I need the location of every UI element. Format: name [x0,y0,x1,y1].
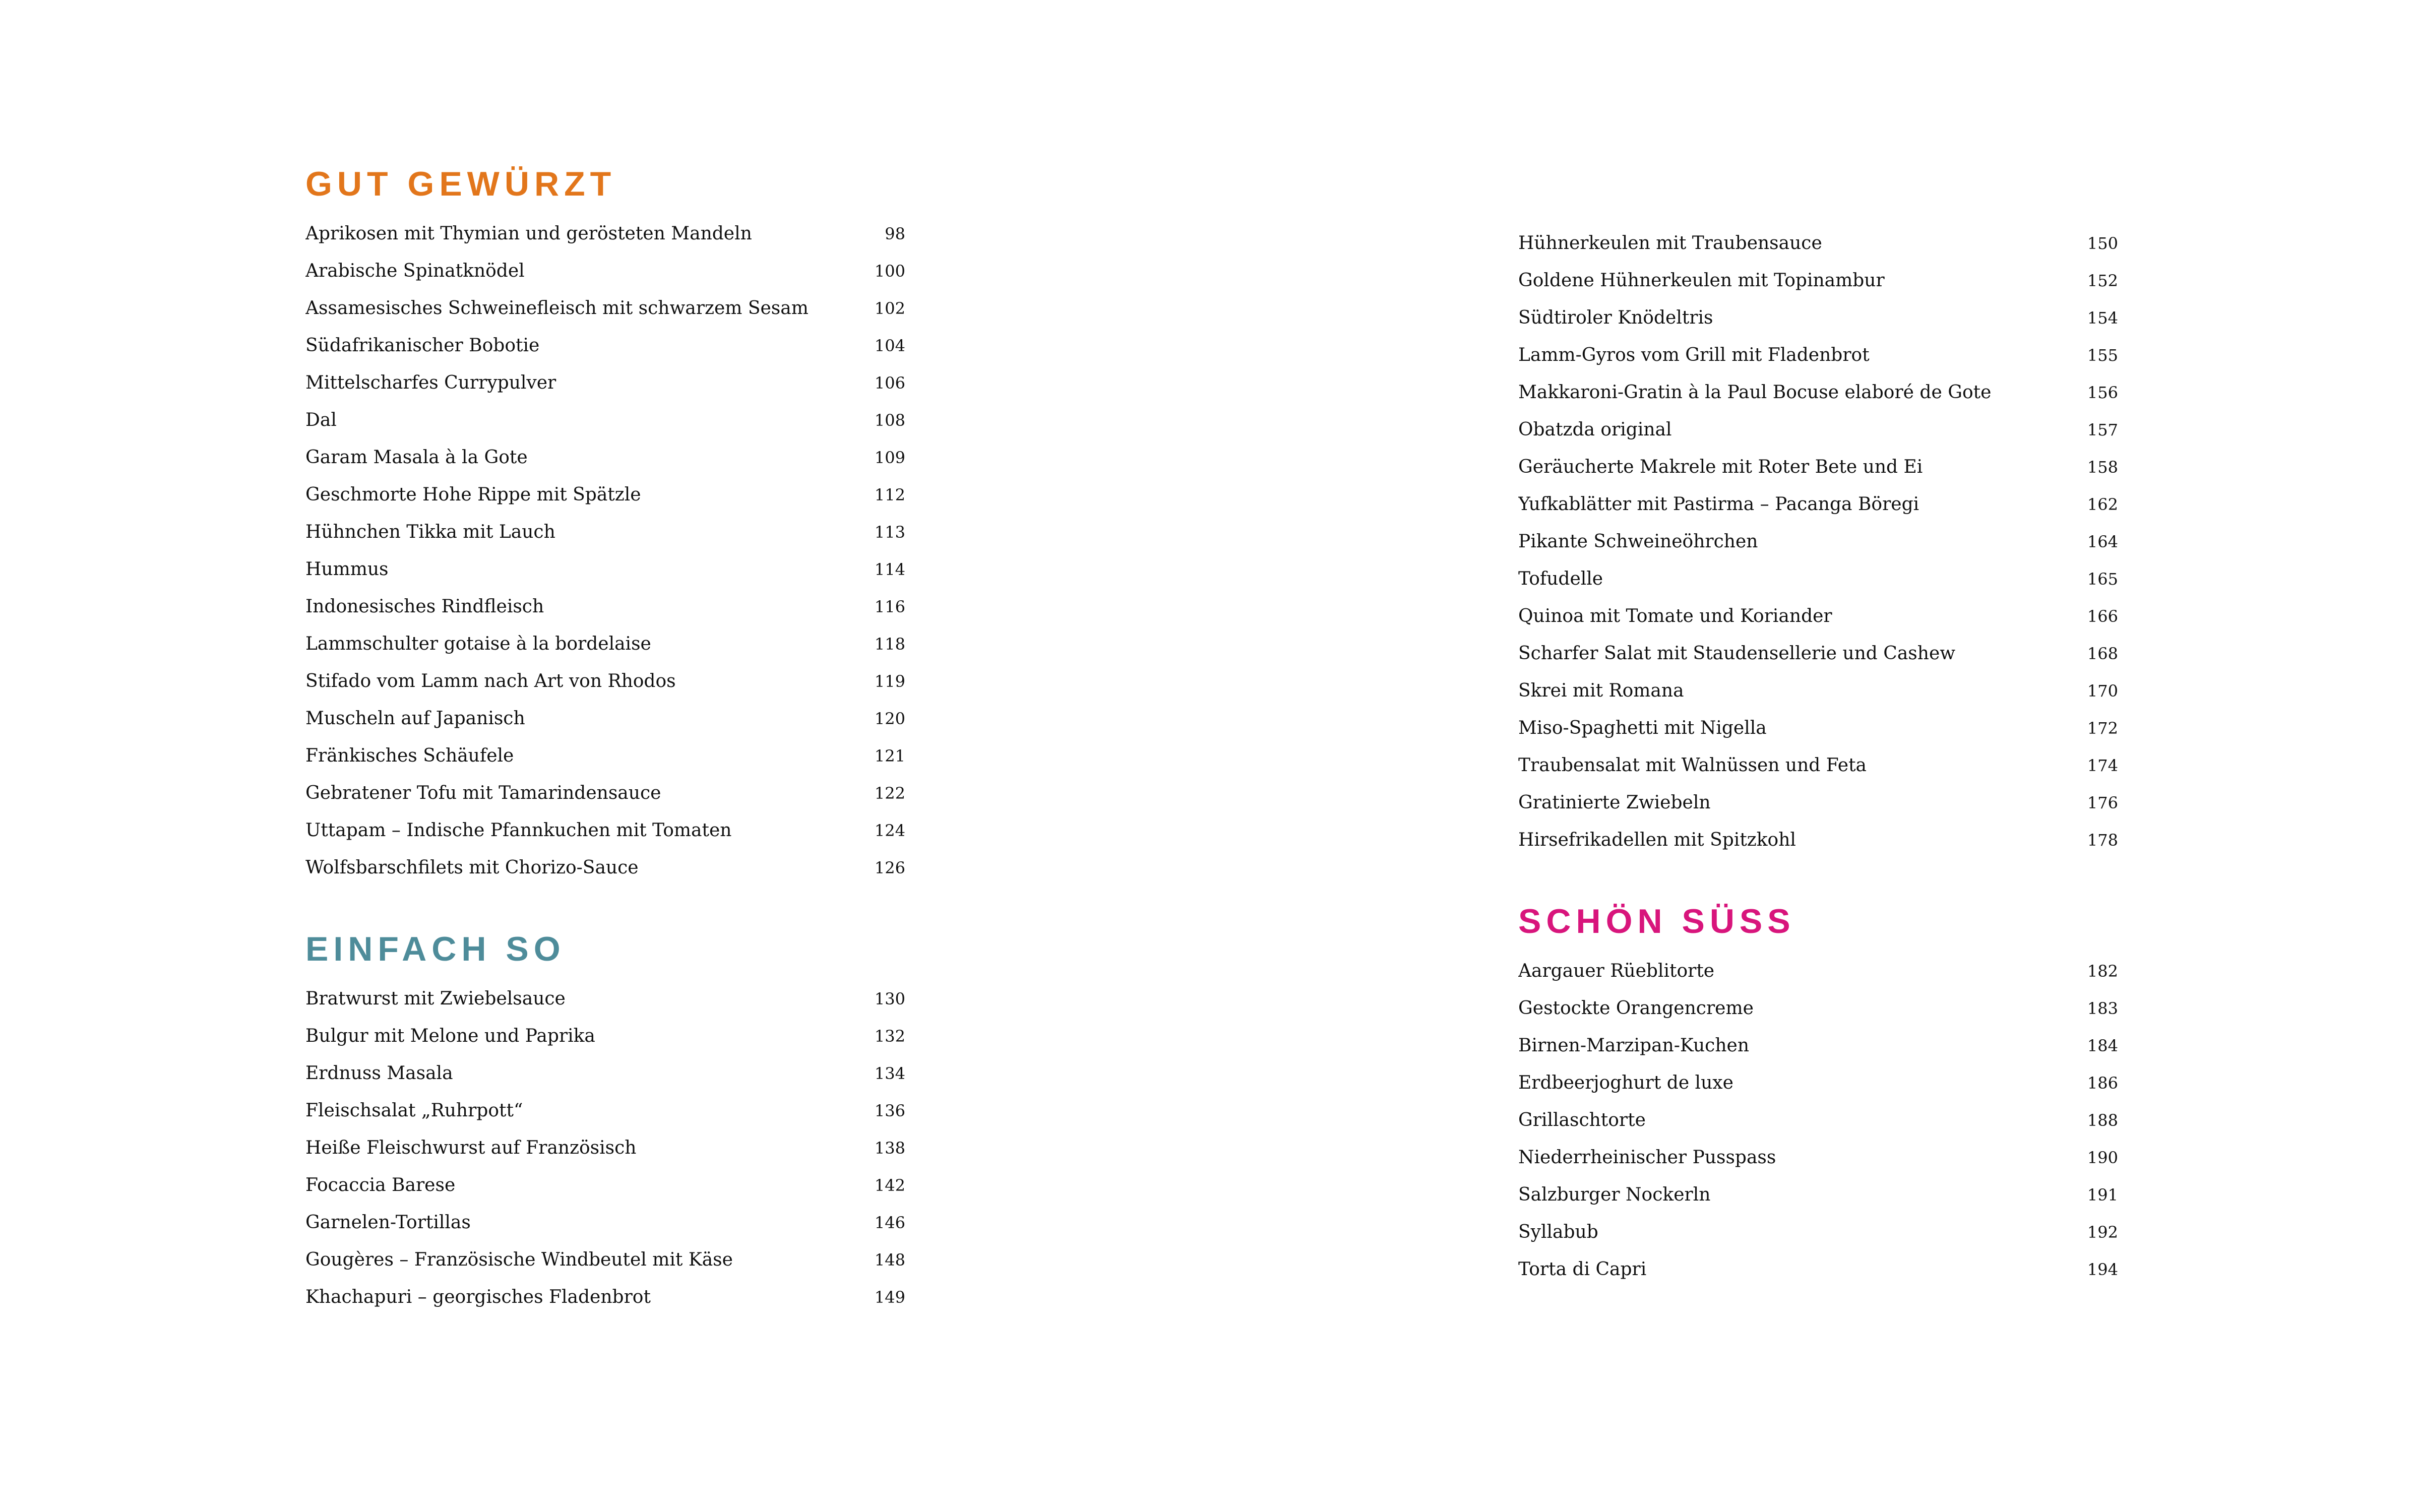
toc-entry-title: Arabische Spinatknödel [305,261,525,281]
toc-entry-title: Bulgur mit Melone und Paprika [305,1026,595,1046]
toc-entry [305,812,905,849]
toc-entry-title: Miso-Spaghetti mit Nigella [1518,718,1767,738]
toc-entry-title: Südtiroler Knödeltris [1518,307,1713,328]
toc-entry-page-number: 157 [2087,420,2118,439]
toc-entry-title: Tofudelle [1518,569,1603,589]
toc-entry [1518,1027,2118,1064]
toc-entry [1518,262,2118,299]
toc-entry [1518,1064,2118,1102]
toc-list-einfach-so [305,980,905,1316]
toc-entry-page-number: 118 [874,635,905,654]
toc-entry-title: Uttapam – Indische Pfannkuchen mit Tomaten [305,820,732,841]
toc-entry-title: Hühnerkeulen mit Traubensauce [1518,233,1822,254]
toc-entry-title: Focaccia Barese [305,1175,456,1195]
toc-entry-page-number: 102 [874,299,905,318]
toc-entry [1518,337,2118,374]
toc-entry-title: Birnen-Marzipan-Kuchen [1518,1035,1750,1056]
toc-entry-page-number: 154 [2087,308,2118,328]
toc-entry-page-number: 134 [874,1064,905,1083]
toc-entry [1518,449,2118,486]
toc-entry-title: Skrei mit Romana [1518,680,1684,701]
toc-entry [1518,784,2118,822]
toc-entry-page-number: 122 [874,784,905,803]
toc-entry-page-number: 156 [2087,383,2118,402]
toc-entry [1518,672,2118,710]
toc-entry-title: Hühnchen Tikka mit Lauch [305,522,555,542]
toc-entry [1518,225,2118,262]
toc-entry [1518,486,2118,523]
toc-entry [1518,747,2118,784]
toc-entry-title: Aargauer Rüeblitorte [1518,961,1715,981]
toc-entry [305,215,905,253]
toc-entry-title: Gougères – Französische Windbeutel mit Käse [305,1249,733,1270]
toc-list-gut-gewuerzt [305,215,905,887]
toc-entry-title: Fränkisches Schäufele [305,745,514,766]
toc-entry-page-number: 136 [874,1101,905,1120]
toc-entry [1518,1176,2118,1214]
toc-entry-title: Traubensalat mit Walnüssen und Feta [1518,755,1867,776]
toc-entry-page-number: 170 [2087,681,2118,701]
toc-entry [305,1092,905,1129]
toc-entry-page-number: 148 [874,1250,905,1270]
toc-entry [1518,1251,2118,1288]
toc-entry-page-number: 132 [874,1027,905,1046]
toc-entry [305,663,905,700]
toc-entry-title: Hirsefrikadellen mit Spitzkohl [1518,830,1796,850]
toc-entry-page-number: 162 [2087,495,2118,514]
toc-entry [305,1018,905,1055]
toc-entry-page-number: 166 [2087,607,2118,626]
toc-entry [305,1279,905,1316]
right-column [1518,225,2118,1288]
section-spacer [305,887,905,926]
toc-entry [305,980,905,1018]
section-spacer [1518,859,2118,898]
toc-entry-title: Bratwurst mit Zwiebelsauce [305,988,566,1009]
toc-entry-title: Syllabub [1518,1222,1598,1242]
toc-entry [305,439,905,476]
toc-entry-title: Erdbeerjoghurt de luxe [1518,1073,1733,1093]
toc-entry-title: Gebratener Tofu mit Tamarindensauce [305,783,661,803]
toc-entry-page-number: 172 [2087,719,2118,738]
section-heading-einfach-so: EINFACH SO [305,930,566,968]
toc-entry [1518,953,2118,990]
toc-entry [305,1129,905,1167]
toc-entry-title: Pikante Schweineöhrchen [1518,531,1758,552]
toc-entry-page-number: 149 [874,1288,905,1307]
toc-entry [305,849,905,887]
toc-entry [1518,822,2118,859]
toc-entry-title: Hummus [305,559,389,580]
toc-entry-page-number: 108 [874,411,905,430]
toc-entry-title: Garam Masala à la Gote [305,447,528,468]
toc-entry [305,476,905,514]
toc-entry-page-number: 194 [2087,1260,2118,1279]
toc-entry [1518,374,2118,411]
toc-entry-page-number: 165 [2087,570,2118,589]
toc-entry [305,551,905,588]
toc-entry-title: Lammschulter gotaise à la bordelaise [305,634,651,654]
toc-entry-title: Salzburger Nockerln [1518,1184,1711,1205]
toc-entry [305,514,905,551]
toc-entry-title: Scharfer Salat mit Staudensellerie und Cashew [1518,643,1956,664]
toc-entry-title: Erdnuss Masala [305,1063,453,1084]
toc-entry [305,1204,905,1241]
toc-entry [305,775,905,812]
toc-entry-page-number: 164 [2087,532,2118,551]
toc-entry-title: Indonesisches Rindfleisch [305,596,544,617]
toc-entry [305,364,905,402]
toc-entry-page-number: 114 [874,560,905,579]
toc-entry [305,327,905,364]
toc-entry-page-number: 150 [2087,234,2118,253]
toc-entry-title: Geräucherte Makrele mit Roter Bete und Ei [1518,457,1923,477]
toc-entry-title: Stifado vom Lamm nach Art von Rhodos [305,671,676,691]
toc-entry-title: Wolfsbarschfilets mit Chorizo-Sauce [305,857,639,878]
toc-entry-page-number: 106 [874,373,905,393]
section-heading-gut-gewuerzt: GUT GEWÜRZT [305,165,616,203]
toc-entry [305,253,905,290]
toc-entry [1518,598,2118,635]
toc-entry-title: Torta di Capri [1518,1259,1647,1280]
toc-entry-page-number: 152 [2087,271,2118,290]
toc-entry [305,737,905,775]
toc-entry-page-number: 98 [885,224,905,243]
toc-entry-title: Assamesisches Schweinefleisch mit schwarzem Sesam [305,298,809,319]
toc-entry-title: Geschmorte Hohe Rippe mit Spätzle [305,484,641,505]
toc-entry-page-number: 158 [2087,458,2118,477]
toc-entry-page-number: 146 [874,1213,905,1232]
toc-entry-title: Quinoa mit Tomate und Koriander [1518,606,1832,626]
toc-entry [305,1241,905,1279]
toc-entry-title: Fleischsalat „Ruhrpott“ [305,1100,523,1121]
toc-entry-title: Südafrikanischer Bobotie [305,335,540,356]
toc-entry-page-number: 100 [874,262,905,281]
toc-entry-page-number: 190 [2087,1148,2118,1167]
toc-entry-page-number: 138 [874,1139,905,1158]
toc-entry-page-number: 124 [874,821,905,840]
toc-entry [1518,560,2118,598]
toc-entry-page-number: 119 [874,672,905,691]
toc-entry [1518,523,2118,560]
toc-entry [1518,1214,2118,1251]
toc-entry-title: Aprikosen mit Thymian und gerösteten Mandeln [305,223,752,244]
toc-entry [1518,635,2118,672]
toc-entry-page-number: 116 [874,597,905,616]
toc-entry [1518,990,2118,1027]
toc-entry-title: Obatzda original [1518,419,1672,440]
toc-entry-page-number: 174 [2087,756,2118,775]
toc-entry-page-number: 126 [874,858,905,877]
toc-entry [305,700,905,737]
toc-entry-page-number: 188 [2087,1111,2118,1130]
toc-entry-title: Niederrheinischer Pusspass [1518,1147,1776,1168]
toc-entry-title: Yufkablätter mit Pastirma – Pacanga Böregi [1518,494,1919,515]
toc-entry-page-number: 112 [874,485,905,505]
toc-entry-page-number: 120 [874,709,905,728]
toc-entry-page-number: 130 [874,989,905,1009]
toc-entry [1518,299,2118,337]
toc-entry [305,625,905,663]
toc-entry-title: Lamm-Gyros vom Grill mit Fladenbrot [1518,345,1870,365]
toc-entry-title: Goldene Hühnerkeulen mit Topinambur [1518,270,1885,291]
toc-entry-title: Makkaroni-Gratin à la Paul Bocuse elaboré de Gote [1518,382,1992,403]
toc-entry-page-number: 178 [2087,831,2118,850]
toc-entry [305,290,905,327]
toc-entry-title: Muscheln auf Japanisch [305,708,525,729]
toc-entry [305,1167,905,1204]
toc-entry [1518,1139,2118,1176]
toc-entry-title: Khachapuri – georgisches Fladenbrot [305,1287,651,1307]
left-column [305,161,905,1316]
toc-entry [1518,411,2118,449]
toc-entry [305,1055,905,1092]
toc-entry-page-number: 192 [2087,1223,2118,1242]
toc-entry [1518,710,2118,747]
toc-entry-title: Gestockte Orangencreme [1518,998,1754,1019]
toc-list-einfach-so-continued [1518,225,2118,859]
toc-entry-page-number: 109 [874,448,905,467]
toc-entry-page-number: 155 [2087,346,2118,365]
toc-entry [305,402,905,439]
toc-entry [305,588,905,625]
toc-entry-page-number: 186 [2087,1074,2118,1093]
toc-entry-page-number: 182 [2087,962,2118,981]
toc-entry-title: Mittelscharfes Currypulver [305,372,556,393]
toc-entry-page-number: 176 [2087,793,2118,812]
toc-entry [1518,1102,2118,1139]
toc-entry-title: Garnelen-Tortillas [305,1212,471,1233]
toc-entry-page-number: 184 [2087,1036,2118,1055]
toc-entry-page-number: 113 [874,523,905,542]
toc-entry-page-number: 191 [2087,1185,2118,1205]
toc-entry-page-number: 142 [874,1176,905,1195]
toc-entry-page-number: 121 [874,746,905,766]
toc-entry-title: Grillaschtorte [1518,1110,1646,1130]
toc-entry-page-number: 183 [2087,999,2118,1018]
toc-entry-title: Dal [305,410,337,430]
toc-entry-page-number: 168 [2087,644,2118,663]
toc-list-schoen-suess [1518,953,2118,1288]
toc-entry-title: Gratinierte Zwiebeln [1518,792,1711,813]
section-heading-schoen-suess: SCHÖN SÜSS [1518,902,1795,940]
toc-entry-page-number: 104 [874,336,905,355]
toc-entry-title: Heiße Fleischwurst auf Französisch [305,1138,637,1158]
